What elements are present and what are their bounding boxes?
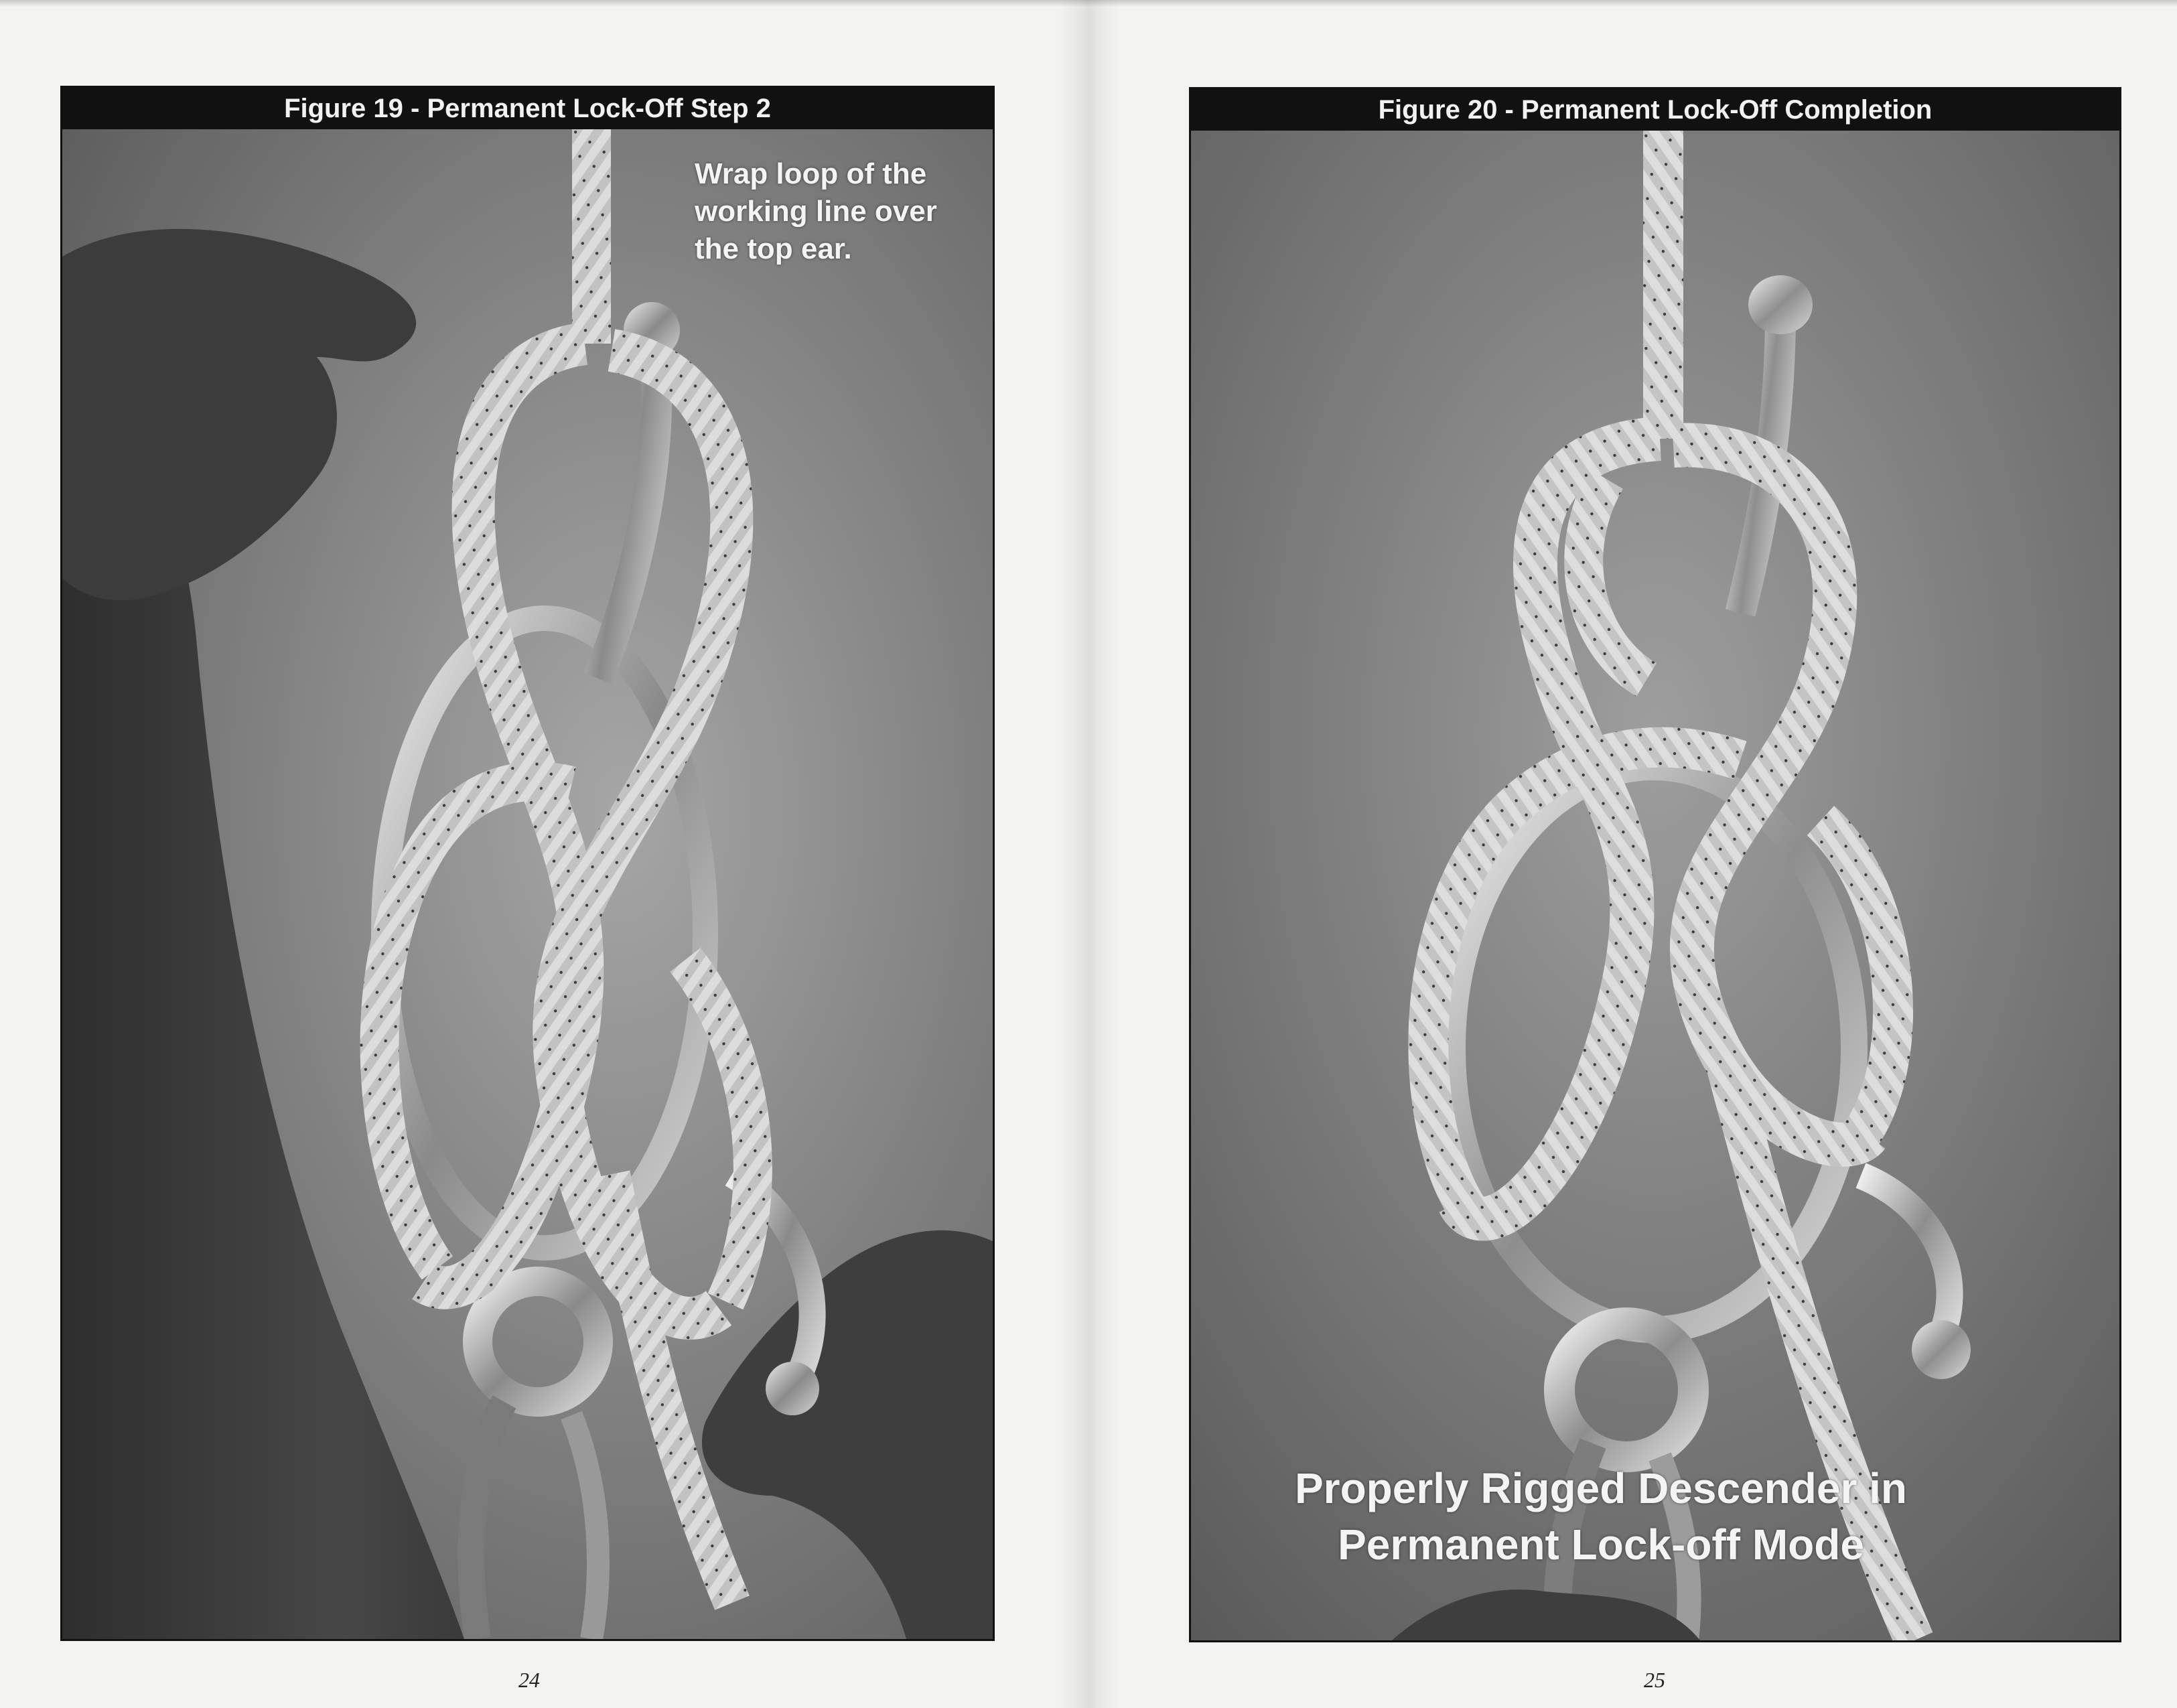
figure-19-caption: Wrap loop of the working line over the top ear. xyxy=(695,157,937,265)
figure-20-photo xyxy=(1191,131,2119,1640)
rope-descender-photo-illustration xyxy=(62,129,993,1639)
figure-20 xyxy=(1189,87,2121,1642)
figure-19-title: Figure 19 - Permanent Lock-Off Step 2 xyxy=(62,88,993,129)
rigged-descender-photo-illustration xyxy=(1191,131,2119,1640)
page-number-right: 25 xyxy=(1644,1668,1665,1692)
page-number-left: 24 xyxy=(518,1668,540,1692)
figure-19-photo xyxy=(62,129,993,1639)
figure-19 xyxy=(60,86,995,1641)
figure-20-caption: Properly Rigged Descender in Permanent Lock-off Mode xyxy=(1294,1464,1908,1569)
figure-20-title: Figure 20 - Permanent Lock-Off Completion xyxy=(1191,89,2119,131)
book-gutter-shadow xyxy=(1058,0,1119,1708)
